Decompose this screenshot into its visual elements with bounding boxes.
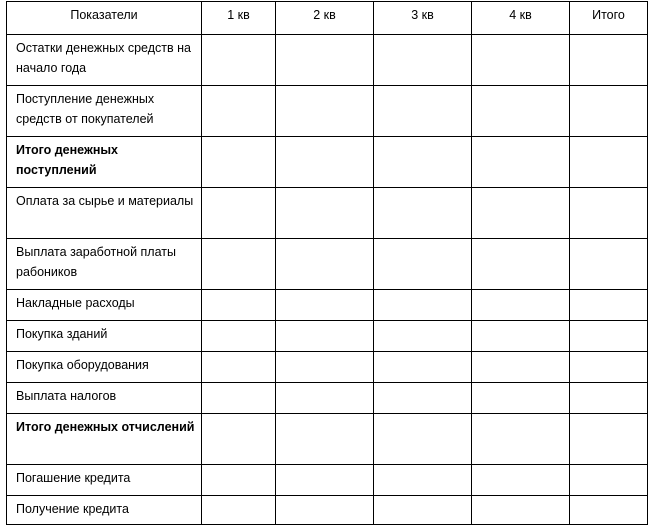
cell-q4 xyxy=(472,188,570,239)
cell-q3 xyxy=(374,352,472,383)
cell-q1 xyxy=(202,290,276,321)
cell-q3 xyxy=(374,35,472,86)
header-q2: 2 кв xyxy=(276,2,374,35)
row-label: Выплата заработной платы рабоников xyxy=(7,239,202,290)
cell-q2 xyxy=(276,496,374,525)
table-row xyxy=(7,496,648,525)
cell-q4 xyxy=(472,35,570,86)
row-label: Покупка зданий xyxy=(7,321,202,352)
cell-q3 xyxy=(374,137,472,188)
table-row xyxy=(7,414,648,465)
table-row xyxy=(7,352,648,383)
cell-total xyxy=(570,137,648,188)
cell-q4 xyxy=(472,383,570,414)
cell-q1 xyxy=(202,188,276,239)
cell-total xyxy=(570,383,648,414)
cell-total xyxy=(570,188,648,239)
cell-q4 xyxy=(472,239,570,290)
cell-q3 xyxy=(374,86,472,137)
cell-q3 xyxy=(374,465,472,496)
cell-q2 xyxy=(276,137,374,188)
cell-q4 xyxy=(472,321,570,352)
row-label: Покупка оборудования xyxy=(7,352,202,383)
header-indicators: Показатели xyxy=(7,2,202,35)
table-row xyxy=(7,383,648,414)
cell-total xyxy=(570,321,648,352)
row-label: Итого денежных отчислений xyxy=(7,414,202,465)
cell-q4 xyxy=(472,414,570,465)
cell-q4 xyxy=(472,86,570,137)
row-label: Итого денежных поступлений xyxy=(7,137,202,188)
cell-q1 xyxy=(202,414,276,465)
cell-q2 xyxy=(276,321,374,352)
cell-q2 xyxy=(276,465,374,496)
row-label: Поступление денежных средств от покупателей xyxy=(7,86,202,137)
row-label: Остатки денежных средств на начало года xyxy=(7,35,202,86)
cell-q1 xyxy=(202,137,276,188)
cell-q4 xyxy=(472,352,570,383)
cell-q1 xyxy=(202,496,276,525)
row-label: Получение кредита xyxy=(7,496,202,525)
table-row xyxy=(7,239,648,290)
table-row xyxy=(7,188,648,239)
cell-q1 xyxy=(202,465,276,496)
cash-flow-table xyxy=(6,1,648,525)
cell-q1 xyxy=(202,239,276,290)
header-q1: 1 кв xyxy=(202,2,276,35)
cell-total xyxy=(570,352,648,383)
header-row xyxy=(7,2,648,35)
cell-q4 xyxy=(472,137,570,188)
table-row xyxy=(7,86,648,137)
header-q4: 4 кв xyxy=(472,2,570,35)
row-label: Погашение кредита xyxy=(7,465,202,496)
table-row xyxy=(7,137,648,188)
cell-q3 xyxy=(374,321,472,352)
cell-q2 xyxy=(276,352,374,383)
cell-q1 xyxy=(202,383,276,414)
cell-q1 xyxy=(202,321,276,352)
row-label: Оплата за сырье и материалы xyxy=(7,188,202,239)
cell-q4 xyxy=(472,465,570,496)
cell-q1 xyxy=(202,352,276,383)
cell-q1 xyxy=(202,86,276,137)
header-q3: 3 кв xyxy=(374,2,472,35)
cell-q3 xyxy=(374,383,472,414)
table-row xyxy=(7,290,648,321)
table-row xyxy=(7,35,648,86)
row-label: Накладные расходы xyxy=(7,290,202,321)
cell-q2 xyxy=(276,188,374,239)
cell-q3 xyxy=(374,239,472,290)
cell-q3 xyxy=(374,188,472,239)
cell-total xyxy=(570,465,648,496)
cell-total xyxy=(570,414,648,465)
row-label: Выплата налогов xyxy=(7,383,202,414)
cell-total xyxy=(570,496,648,525)
cell-q4 xyxy=(472,290,570,321)
cell-q2 xyxy=(276,35,374,86)
cell-q2 xyxy=(276,383,374,414)
cell-q4 xyxy=(472,496,570,525)
cell-q1 xyxy=(202,35,276,86)
cell-total xyxy=(570,239,648,290)
cell-total xyxy=(570,86,648,137)
cell-q2 xyxy=(276,86,374,137)
cell-q3 xyxy=(374,414,472,465)
cell-q3 xyxy=(374,290,472,321)
table-row xyxy=(7,321,648,352)
header-total: Итого xyxy=(570,2,648,35)
cell-total xyxy=(570,35,648,86)
cell-q2 xyxy=(276,239,374,290)
cell-q3 xyxy=(374,496,472,525)
cell-q2 xyxy=(276,290,374,321)
table-row xyxy=(7,465,648,496)
cell-total xyxy=(570,290,648,321)
cell-q2 xyxy=(276,414,374,465)
